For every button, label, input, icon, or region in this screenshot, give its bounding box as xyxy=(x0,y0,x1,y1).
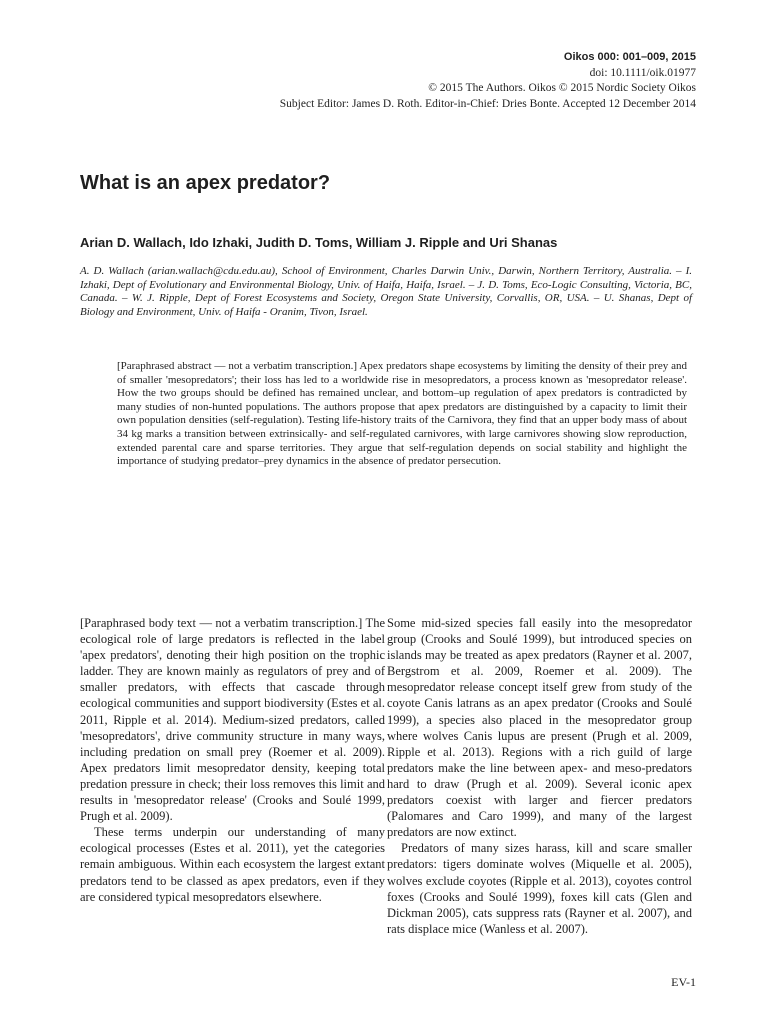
copyright-line: © 2015 The Authors. Oikos © 2015 Nordic Society Oikos xyxy=(428,82,696,94)
article-metadata xyxy=(280,50,696,112)
body-paragraph: Predators of many sizes harass, kill and scare smaller predators: tigers dominate wolves (Miquelle et al. 2005), wolves exclude coyotes (Ripple et al. 2013), coyotes control foxes (Crooks and Soulé 1999), foxes kill cats (Glen and Dickman 2005), cats suppress rats (Rayner et al. 2007), and rats displace mice (Wanless et al. 2007). xyxy=(387,841,692,936)
abstract: [Paraphrased abstract — not a verbatim transcription.] Apex predators shape ecosystems by limiting the density of their prey and of smaller 'mesopredators'; their loss has led to a worldwide rise in mesopredators, a process known as 'mesopredator release'. How the two groups should be defined has remained unclear, and bottom–up regulation of apex predators is contradicted by many studies of non-hunted populations. The authors propose that apex predators are distinguished by a capacity to limit their own population densities (self-regulation). Testing life-history traits of the Carnivora, they find that an upper body mass of about 34 kg marks a transition between extrinsically- and self-regulated carnivores, with large carnivores showing slow reproduction, extended parental care and sparse territories. They argue that self-regulation depends on social stability and highlight the importance of studying predator–prey dynamics in the absence of predator persecution. xyxy=(117,360,687,468)
body-paragraph: Some mid-sized species fall easily into the mesopredator group (Crooks and Soulé 1999), but introduced species on islands may be treated as apex predators (Rayner et al. 2007, Bergstrom et al. 2009, Roemer et al. 2009). The mesopredator release concept itself grew from study of the coyote Canis latrans as an apex predator (Crooks and Soulé 1999), a species also placed in the mesopredator group where wolves Canis lupus are present (Prugh et al. 2009, Ripple et al. 2013). Regions with a rich guild of large predators make the line between apex- and meso-predators hard to draw (Prugh et al. 2009). Several iconic apex predators coexist with larger and fiercer predators (Palomares and Caro 1999), and many of the largest predators are now extinct. xyxy=(387,616,692,840)
body-paragraph: These terms underpin our understanding of many ecological processes (Estes et al. 2011), yet the categories remain ambiguous. Within each ecosystem the largest extant predators tend to be classed as apex predators, even if they are considered typical mesopredators elsewhere. xyxy=(80,825,385,904)
body-column-right xyxy=(387,615,692,937)
page-number: EV-1 xyxy=(671,975,696,989)
author-list: Arian D. Wallach, Ido Izhaki, Judith D. Toms, William J. Ripple and Uri Shanas xyxy=(80,235,558,250)
body-paragraph: [Paraphrased body text — not a verbatim transcription.] The ecological role of large predators is reflected in the label 'apex predators', denoting their high position on the trophic ladder. They are known mainly as regulators of prey and of smaller predators, with effects that cascade through ecological communities and support biodiversity (Estes et al. 2011, Ripple et al. 2014). Medium-sized predators, called 'mesopredators', drive community structure in many ways, including predation on small prey (Roemer et al. 2009). Apex predators limit mesopredator density, keeping total predation pressure in check; their loss removes this limit and results in 'mesopredator release' (Crooks and Soulé 1999, Prugh et al. 2009). xyxy=(80,616,385,824)
editors-line: Subject Editor: James D. Roth. Editor-in-Chief: Dries Bonte. Accepted 12 December 2014 xyxy=(279,97,696,110)
body-column-left xyxy=(80,615,385,905)
author-affiliations: A. D. Wallach (arian.wallach@cdu.edu.au), School of Environment, Charles Darwin Univ., Darwin, Northern Territory, Australia. – I. Izhaki, Dept of Evolutionary and Environmental Biology, Univ. of Haifa, Haifa, Israel. – J. D. Toms, Eco-Logic Consulting, Victoria, BC, Canada. – W. J. Ripple, Dept of Forest Ecosystems and Society, Oregon State University, Corvallis, OR, USA. – U. Shanas, Dept of Biology and Environment, Univ. of Haifa - Oranim, Tivon, Israel. xyxy=(80,265,692,318)
journal-citation: Oikos 000: 001–009, 2015 xyxy=(563,51,696,63)
article-title: What is an apex predator? xyxy=(80,172,331,194)
doi[interactable]: doi: 10.1111/oik.01977 xyxy=(589,66,696,79)
